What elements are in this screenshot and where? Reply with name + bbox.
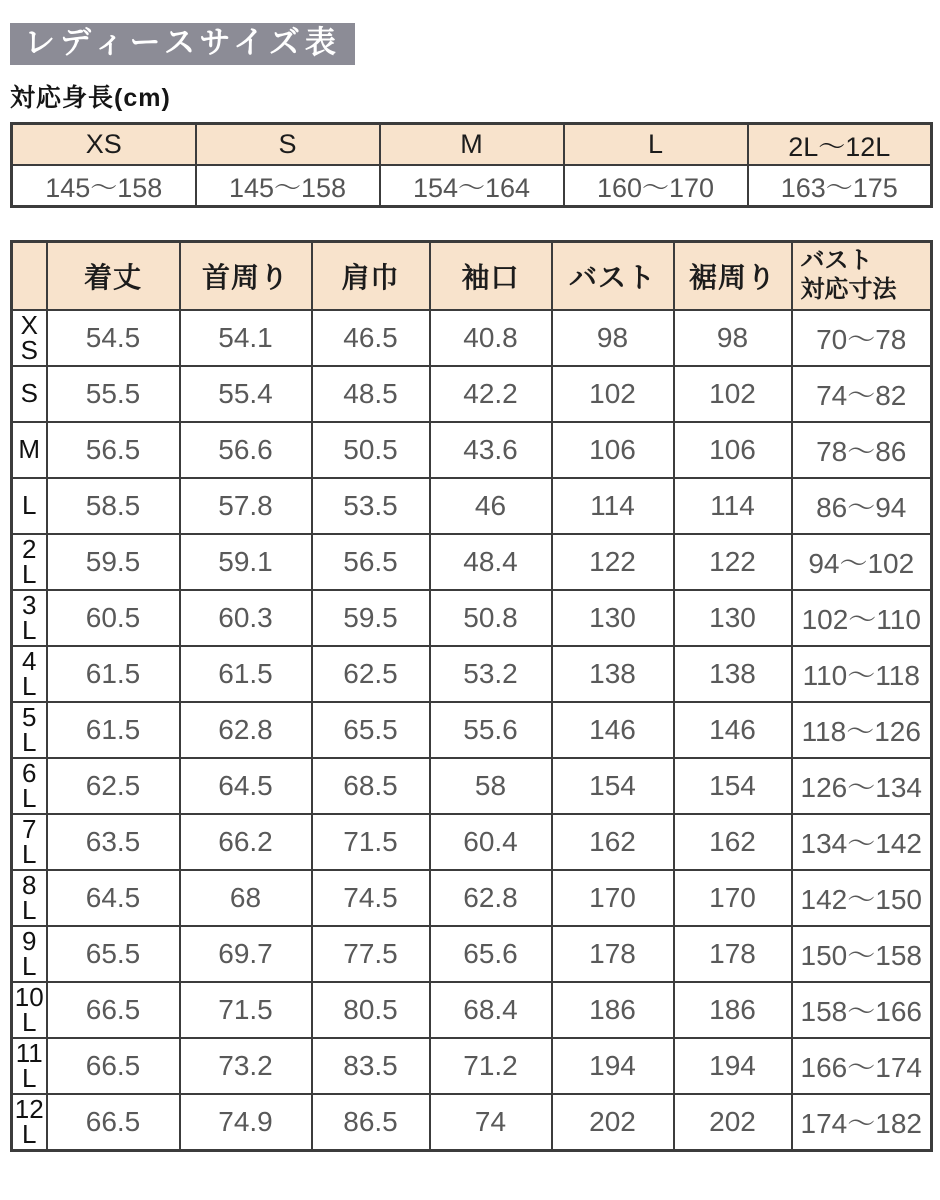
measurement-cell: 130 bbox=[674, 590, 792, 646]
measurement-cell: 68 bbox=[180, 870, 312, 926]
measure-col-header: 首周り bbox=[180, 241, 312, 310]
height-range-cell: 145〜158 bbox=[196, 165, 380, 207]
measurement-cell: 98 bbox=[552, 310, 674, 366]
size-label: 6 L bbox=[12, 758, 47, 814]
measurement-cell: 142〜150 bbox=[792, 870, 932, 926]
measurement-cell: 42.2 bbox=[430, 366, 552, 422]
page-title: レディースサイズ表 bbox=[10, 23, 355, 65]
size-row-L bbox=[12, 478, 932, 534]
measurement-cell: 162 bbox=[674, 814, 792, 870]
measurement-cell: 146 bbox=[674, 702, 792, 758]
measurement-cell: 114 bbox=[674, 478, 792, 534]
measure-col-header: 裾周り bbox=[674, 241, 792, 310]
measurement-cell: 62.5 bbox=[312, 646, 430, 702]
size-row-S bbox=[12, 366, 932, 422]
height-range-cell: 145〜158 bbox=[12, 165, 196, 207]
measurement-cell: 56.5 bbox=[47, 422, 180, 478]
size-row-10L bbox=[12, 982, 932, 1038]
size-label: 2 L bbox=[12, 534, 47, 590]
size-row-5L bbox=[12, 702, 932, 758]
measurement-cell: 70〜78 bbox=[792, 310, 932, 366]
size-row-M bbox=[12, 422, 932, 478]
measurement-cell: 102〜110 bbox=[792, 590, 932, 646]
measurement-cell: 65.6 bbox=[430, 926, 552, 982]
size-label: 10 L bbox=[12, 982, 47, 1038]
measurement-cell: 106 bbox=[674, 422, 792, 478]
height-col-header: S bbox=[196, 123, 380, 165]
measurement-cell: 73.2 bbox=[180, 1038, 312, 1094]
measurement-cell: 74.9 bbox=[180, 1094, 312, 1151]
measurement-cell: 202 bbox=[552, 1094, 674, 1151]
height-col-header: M bbox=[380, 123, 564, 165]
measurement-cell: 74〜82 bbox=[792, 366, 932, 422]
size-row-6L bbox=[12, 758, 932, 814]
measurement-cell: 202 bbox=[674, 1094, 792, 1151]
measurement-cell: 62.5 bbox=[47, 758, 180, 814]
measurement-cell: 61.5 bbox=[180, 646, 312, 702]
height-range-cell: 163〜175 bbox=[748, 165, 932, 207]
measurement-cell: 71.5 bbox=[312, 814, 430, 870]
size-label: 11 L bbox=[12, 1038, 47, 1094]
height-col-header: XS bbox=[12, 123, 196, 165]
measurement-cell: 60.3 bbox=[180, 590, 312, 646]
measurement-cell: 71.2 bbox=[430, 1038, 552, 1094]
measurement-cell: 50.8 bbox=[430, 590, 552, 646]
measurement-cell: 130 bbox=[552, 590, 674, 646]
size-label: 7 L bbox=[12, 814, 47, 870]
measurement-cell: 56.5 bbox=[312, 534, 430, 590]
measurement-cell: 122 bbox=[674, 534, 792, 590]
measurement-cell: 158〜166 bbox=[792, 982, 932, 1038]
measurement-cell: 194 bbox=[552, 1038, 674, 1094]
measurement-cell: 186 bbox=[552, 982, 674, 1038]
height-range-cell: 160〜170 bbox=[564, 165, 748, 207]
measurement-cell: 64.5 bbox=[47, 870, 180, 926]
height-section-label: 対応身長(cm) bbox=[10, 83, 171, 112]
measurement-cell: 154 bbox=[674, 758, 792, 814]
size-table bbox=[10, 240, 933, 1152]
measurement-cell: 59.1 bbox=[180, 534, 312, 590]
measurement-cell: 166〜174 bbox=[792, 1038, 932, 1094]
measurement-cell: 64.5 bbox=[180, 758, 312, 814]
measurement-cell: 43.6 bbox=[430, 422, 552, 478]
measurement-cell: 122 bbox=[552, 534, 674, 590]
measurement-cell: 53.2 bbox=[430, 646, 552, 702]
measurement-cell: 68.5 bbox=[312, 758, 430, 814]
height-range-cell: 154〜164 bbox=[380, 165, 564, 207]
size-row-XS bbox=[12, 310, 932, 366]
measurement-cell: 106 bbox=[552, 422, 674, 478]
size-label: X S bbox=[12, 310, 47, 366]
measurement-cell: 154 bbox=[552, 758, 674, 814]
measurement-cell: 110〜118 bbox=[792, 646, 932, 702]
measurement-cell: 58 bbox=[430, 758, 552, 814]
measurement-cell: 178 bbox=[674, 926, 792, 982]
size-label: 5 L bbox=[12, 702, 47, 758]
size-row-8L bbox=[12, 870, 932, 926]
height-table-value-row bbox=[12, 165, 932, 207]
size-row-12L bbox=[12, 1094, 932, 1151]
size-row-11L bbox=[12, 1038, 932, 1094]
measurement-cell: 134〜142 bbox=[792, 814, 932, 870]
size-label: 3 L bbox=[12, 590, 47, 646]
measurement-cell: 83.5 bbox=[312, 1038, 430, 1094]
measurement-cell: 60.5 bbox=[47, 590, 180, 646]
size-label: 9 L bbox=[12, 926, 47, 982]
measurement-cell: 178 bbox=[552, 926, 674, 982]
measurement-cell: 74.5 bbox=[312, 870, 430, 926]
measurement-cell: 62.8 bbox=[180, 702, 312, 758]
measurement-cell: 65.5 bbox=[47, 926, 180, 982]
measure-col-header: 袖口 bbox=[430, 241, 552, 310]
measurement-cell: 55.5 bbox=[47, 366, 180, 422]
size-table-body bbox=[12, 310, 932, 1151]
measurement-cell: 59.5 bbox=[312, 590, 430, 646]
measurement-cell: 80.5 bbox=[312, 982, 430, 1038]
measurement-cell: 138 bbox=[552, 646, 674, 702]
measure-col-header: バスト bbox=[552, 241, 674, 310]
size-row-7L bbox=[12, 814, 932, 870]
measurement-cell: 40.8 bbox=[430, 310, 552, 366]
measurement-cell: 170 bbox=[674, 870, 792, 926]
size-row-9L bbox=[12, 926, 932, 982]
measurement-cell: 102 bbox=[552, 366, 674, 422]
measurement-cell: 66.2 bbox=[180, 814, 312, 870]
measurement-cell: 170 bbox=[552, 870, 674, 926]
measurement-cell: 186 bbox=[674, 982, 792, 1038]
height-col-header: L bbox=[564, 123, 748, 165]
measurement-cell: 54.1 bbox=[180, 310, 312, 366]
height-col-header: 2L〜12L bbox=[748, 123, 932, 165]
measurement-cell: 63.5 bbox=[47, 814, 180, 870]
measurement-cell: 162 bbox=[552, 814, 674, 870]
measurement-cell: 77.5 bbox=[312, 926, 430, 982]
measurement-cell: 66.5 bbox=[47, 982, 180, 1038]
measurement-cell: 66.5 bbox=[47, 1038, 180, 1094]
measurement-cell: 48.4 bbox=[430, 534, 552, 590]
measurement-cell: 118〜126 bbox=[792, 702, 932, 758]
size-row-4L bbox=[12, 646, 932, 702]
measure-col-header: 肩巾 bbox=[312, 241, 430, 310]
measurement-cell: 57.8 bbox=[180, 478, 312, 534]
measurement-cell: 50.5 bbox=[312, 422, 430, 478]
measurement-cell: 69.7 bbox=[180, 926, 312, 982]
measurement-cell: 194 bbox=[674, 1038, 792, 1094]
measurement-cell: 94〜102 bbox=[792, 534, 932, 590]
measurement-cell: 138 bbox=[674, 646, 792, 702]
size-label: M bbox=[12, 422, 47, 478]
measurement-cell: 66.5 bbox=[47, 1094, 180, 1151]
measurement-cell: 150〜158 bbox=[792, 926, 932, 982]
height-table-header-row bbox=[12, 123, 932, 165]
size-label: 8 L bbox=[12, 870, 47, 926]
size-row-3L bbox=[12, 590, 932, 646]
measurement-cell: 102 bbox=[674, 366, 792, 422]
measurement-cell: 61.5 bbox=[47, 702, 180, 758]
measurement-cell: 56.6 bbox=[180, 422, 312, 478]
size-label: 12 L bbox=[12, 1094, 47, 1151]
measurement-cell: 71.5 bbox=[180, 982, 312, 1038]
measurement-cell: 86.5 bbox=[312, 1094, 430, 1151]
height-table bbox=[10, 122, 933, 208]
measurement-cell: 86〜94 bbox=[792, 478, 932, 534]
header-line: 対応寸法 bbox=[800, 275, 897, 303]
header-line: バスト bbox=[800, 246, 873, 274]
measurement-cell: 78〜86 bbox=[792, 422, 932, 478]
size-label: 4 L bbox=[12, 646, 47, 702]
size-label: L bbox=[12, 478, 47, 534]
measure-col-header: 着丈 bbox=[47, 241, 180, 310]
measurement-cell: 60.4 bbox=[430, 814, 552, 870]
measurement-cell: 46 bbox=[430, 478, 552, 534]
measurement-cell: 114 bbox=[552, 478, 674, 534]
corner-cell bbox=[12, 241, 47, 310]
size-table-header-row bbox=[12, 241, 932, 310]
size-row-2L bbox=[12, 534, 932, 590]
measurement-cell: 174〜182 bbox=[792, 1094, 932, 1151]
measure-col-header-bust-range bbox=[792, 241, 932, 310]
measurement-cell: 58.5 bbox=[47, 478, 180, 534]
measurement-cell: 48.5 bbox=[312, 366, 430, 422]
measurement-cell: 59.5 bbox=[47, 534, 180, 590]
measurement-cell: 65.5 bbox=[312, 702, 430, 758]
measurement-cell: 68.4 bbox=[430, 982, 552, 1038]
measurement-cell: 62.8 bbox=[430, 870, 552, 926]
measurement-cell: 126〜134 bbox=[792, 758, 932, 814]
measurement-cell: 98 bbox=[674, 310, 792, 366]
measurement-cell: 74 bbox=[430, 1094, 552, 1151]
measurement-cell: 54.5 bbox=[47, 310, 180, 366]
measurement-cell: 55.4 bbox=[180, 366, 312, 422]
measurement-cell: 61.5 bbox=[47, 646, 180, 702]
measurement-cell: 46.5 bbox=[312, 310, 430, 366]
measurement-cell: 55.6 bbox=[430, 702, 552, 758]
measurement-cell: 53.5 bbox=[312, 478, 430, 534]
size-label: S bbox=[12, 366, 47, 422]
measurement-cell: 146 bbox=[552, 702, 674, 758]
